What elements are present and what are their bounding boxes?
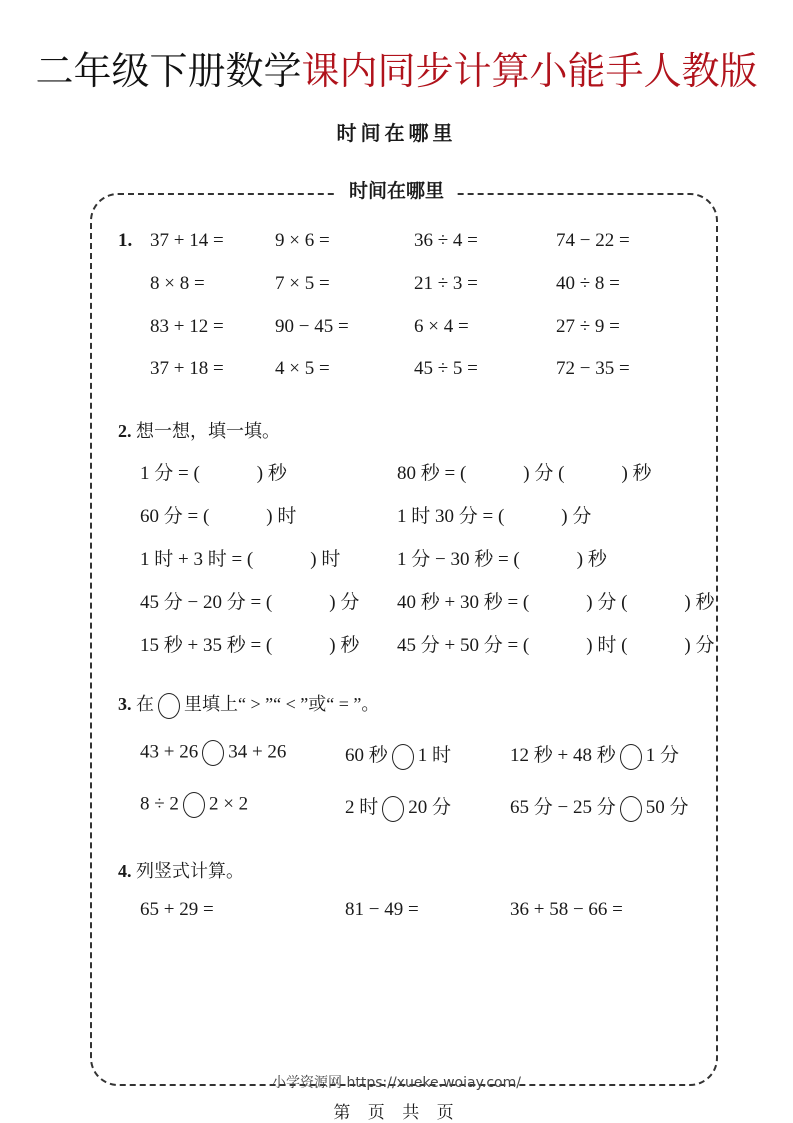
q1-number: 1.	[118, 230, 133, 251]
q2-title: 想一想，填一填。	[136, 421, 280, 441]
q2-item: 1 分 − 30 秒 = ( ) 秒	[397, 549, 607, 570]
q1-item: 21 ÷ 3 =	[414, 273, 478, 294]
q1-item: 8 × 8 =	[150, 273, 205, 294]
watermark: 小学资源网 https://xueke.woiay.com/	[272, 1075, 521, 1091]
answer-circle[interactable]	[392, 744, 414, 770]
frame-title: 时间在哪里	[0, 176, 793, 203]
q1-item: 36 ÷ 4 =	[414, 230, 478, 251]
q3-item: 12 秒 + 48 秒 1 分	[510, 740, 679, 770]
answer-circle[interactable]	[620, 796, 642, 822]
q1-item: 45 ÷ 5 =	[414, 358, 478, 379]
page-footer: 第 页 共 页	[333, 1103, 460, 1123]
q3-item: 8 ÷ 2 2 × 2	[140, 792, 248, 818]
q1-item: 90 − 45 =	[275, 316, 349, 337]
q1-item: 74 − 22 =	[556, 230, 630, 251]
q2-item: 1 分 = ( ) 秒	[140, 463, 287, 484]
q2-item: 1 时 + 3 时 = ( ) 时	[140, 549, 341, 570]
q1-item: 27 ÷ 9 =	[556, 316, 620, 337]
q1-item: 6 × 4 =	[414, 316, 469, 337]
q1-item: 9 × 6 =	[275, 230, 330, 251]
q3-item: 43 + 26 34 + 26	[140, 740, 286, 766]
q3-item: 2 时 20 分	[345, 792, 451, 822]
q2-item: 45 分 + 50 分 = ( ) 时 ( ) 分	[397, 635, 715, 656]
answer-circle[interactable]	[183, 792, 205, 818]
q1-item: 83 + 12 =	[150, 316, 224, 337]
q2-heading	[118, 417, 280, 443]
q1-item: 72 − 35 =	[556, 358, 630, 379]
q4-item: 81 − 49 =	[345, 899, 419, 920]
q4-title: 列竖式计算。	[136, 861, 244, 881]
q2-item: 60 分 = ( ) 时	[140, 506, 297, 527]
main-title	[0, 40, 793, 95]
q3-number: 3.	[118, 694, 132, 714]
q4-heading	[118, 857, 244, 883]
q3-heading: 3. 在 里填上“ > ”“ < ”或“ = ”。	[118, 690, 379, 719]
q2-item: 1 时 30 分 = ( ) 分	[397, 506, 592, 527]
answer-circle[interactable]	[382, 796, 404, 822]
q4-item: 36 + 58 − 66 =	[510, 899, 623, 920]
main-title-black: 二年级下册数学	[35, 49, 302, 93]
q3-item: 65 分 − 25 分 50 分	[510, 792, 688, 822]
subtitle: 时间在哪里	[336, 123, 457, 145]
answer-circle[interactable]	[202, 740, 224, 766]
q1-item: 37 + 14 =	[150, 230, 224, 251]
q4-item: 65 + 29 =	[140, 899, 214, 920]
q2-item: 15 秒 + 35 秒 = ( ) 秒	[140, 635, 360, 656]
q4-number: 4.	[118, 861, 132, 881]
main-title-red: 课内同步计算小能手人教版	[301, 49, 758, 93]
q1-item: 40 ÷ 8 =	[556, 273, 620, 294]
q2-number: 2.	[118, 421, 132, 441]
q2-item: 80 秒 = ( ) 分 ( ) 秒	[397, 463, 652, 484]
q1-item: 7 × 5 =	[275, 273, 330, 294]
q2-item: 45 分 − 20 分 = ( ) 分	[140, 592, 360, 613]
q3-item: 60 秒 1 时	[345, 740, 451, 770]
answer-circle[interactable]	[620, 744, 642, 770]
compare-circle-icon	[158, 693, 180, 719]
q1-item: 37 + 18 =	[150, 358, 224, 379]
q1-item: 4 × 5 =	[275, 358, 330, 379]
q2-item: 40 秒 + 30 秒 = ( ) 分 ( ) 秒	[397, 592, 715, 613]
